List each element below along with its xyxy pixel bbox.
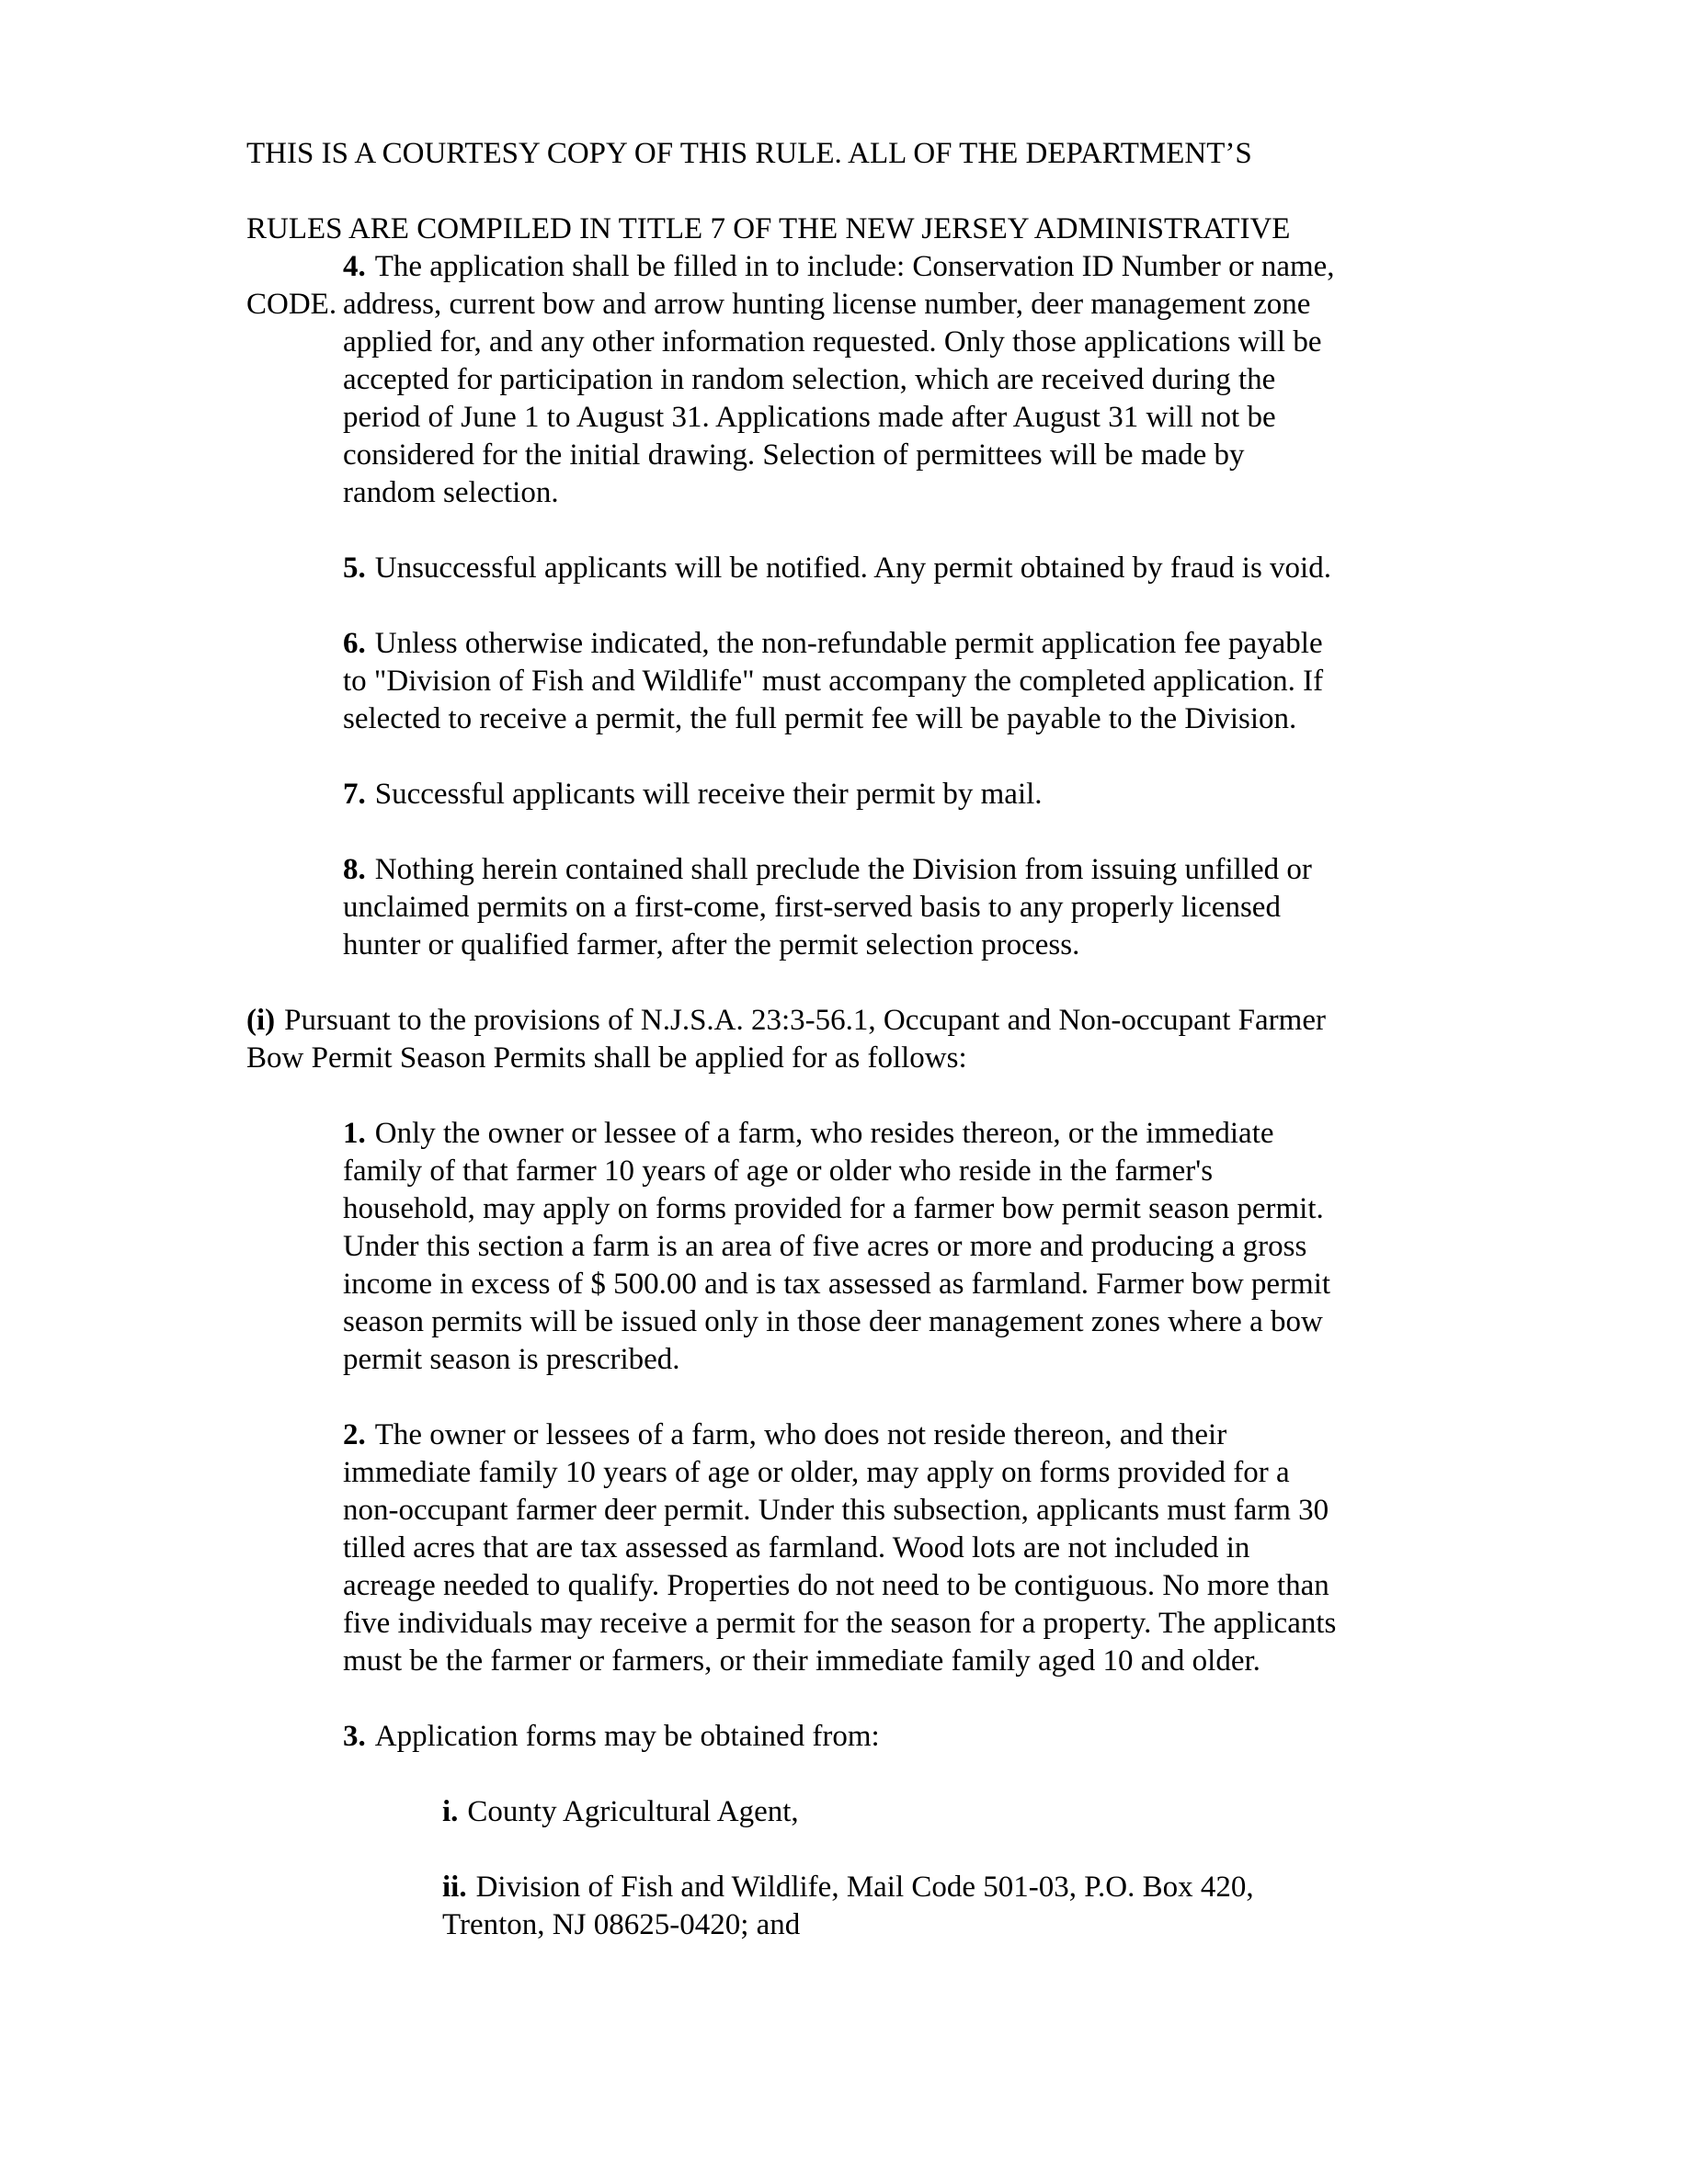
- paragraph-line: applied for, and any other information requested. Only those applications will be: [343, 325, 1322, 358]
- paragraph-number: 2.: [343, 1418, 366, 1451]
- paragraph-number: 3.: [343, 1720, 366, 1753]
- paragraph-number: i.: [442, 1795, 459, 1828]
- paragraph-line: Unsuccessful applicants will be notified. Any permit obtained by fraud is void.: [374, 552, 1331, 585]
- paragraph-number: 1.: [343, 1117, 366, 1150]
- notice-line: CODE.: [246, 288, 337, 321]
- paragraph-line: considered for the initial drawing. Selection of permittees will be made by: [343, 438, 1245, 472]
- paragraph-i-3-ii: [442, 1869, 1454, 1944]
- paragraph-line: permit season is prescribed.: [343, 1343, 680, 1376]
- paragraph-line: The owner or lessees of a farm, who does not reside thereon, and their: [374, 1418, 1227, 1451]
- paragraph-line: Unless otherwise indicated, the non-refundable permit application fee payable: [374, 627, 1323, 660]
- paragraph-line: Under this section a farm is an area of five acres or more and producing a gross: [343, 1230, 1307, 1263]
- paragraph-line: Pursuant to the provisions of N.J.S.A. 23:3-56.1, Occupant and Non-occupant Farmer: [284, 1004, 1326, 1037]
- paragraph-line: immediate family 10 years of age or older, may apply on forms provided for a: [343, 1456, 1290, 1489]
- paragraph-line: non-occupant farmer deer permit. Under this subsection, applicants must farm 30: [343, 1494, 1329, 1527]
- paragraph-line: address, current bow and arrow hunting license number, deer management zone: [343, 288, 1311, 321]
- paragraph-line: accepted for participation in random selection, which are received during the: [343, 363, 1276, 396]
- notice-line: THIS IS A COURTESY COPY OF THIS RULE. ALL OF THE DEPARTMENT’S: [246, 137, 1252, 170]
- paragraph-line: family of that farmer 10 years of age or older who reside in the farmer's: [343, 1155, 1214, 1188]
- paragraph-line: hunter or qualified farmer, after the permit selection process.: [343, 928, 1080, 961]
- subsection-number: (i): [246, 1004, 276, 1037]
- paragraph-i-1: [343, 1115, 1446, 1379]
- paragraph-8: [343, 851, 1446, 964]
- paragraph-line: must be the farmer or farmers, or their immediate family aged 10 and older.: [343, 1644, 1260, 1678]
- paragraph-number: 7.: [343, 778, 366, 811]
- paragraph-i-2: [343, 1416, 1446, 1680]
- paragraph-line: season permits will be issued only in those deer management zones where a bow: [343, 1305, 1323, 1338]
- paragraph-5: [343, 550, 1446, 587]
- paragraph-line: income in excess of $ 500.00 and is tax assessed as farmland. Farmer bow permit: [343, 1268, 1331, 1301]
- paragraph-i-3-i: [442, 1793, 1454, 1831]
- paragraph-4: [343, 248, 1446, 512]
- paragraph-number: 4.: [343, 250, 366, 283]
- paragraph-line: Division of Fish and Wildlife, Mail Code 501-03, P.O. Box 420,: [475, 1871, 1254, 1904]
- paragraph-line: random selection.: [343, 476, 559, 509]
- paragraph-line: selected to receive a permit, the full permit fee will be payable to the Division.: [343, 702, 1297, 735]
- paragraph-line: Successful applicants will receive their permit by mail.: [374, 778, 1043, 811]
- paragraph-number: ii.: [442, 1871, 467, 1904]
- paragraph-line: five individuals may receive a permit for the season for a property. The applicants: [343, 1607, 1337, 1640]
- paragraph-line: Bow Permit Season Permits shall be applied for as follows:: [246, 1041, 967, 1075]
- paragraph-line: unclaimed permits on a first-come, first-served basis to any properly licensed: [343, 891, 1281, 924]
- paragraph-line: period of June 1 to August 31. Applications made after August 31 will not be: [343, 401, 1276, 434]
- paragraph-number: 8.: [343, 853, 366, 886]
- paragraph-i-3: [343, 1718, 1446, 1756]
- notice-line: RULES ARE COMPILED IN TITLE 7 OF THE NEW JERSEY ADMINISTRATIVE: [246, 212, 1291, 245]
- paragraph-line: Trenton, NJ 08625-0420; and: [442, 1908, 801, 1941]
- paragraph-line: Application forms may be obtained from:: [374, 1720, 880, 1753]
- paragraph-line: County Agricultural Agent,: [467, 1795, 799, 1828]
- paragraph-7: [343, 776, 1446, 813]
- paragraph-line: Nothing herein contained shall preclude the Division from issuing unfilled or: [374, 853, 1312, 886]
- paragraph-number: 6.: [343, 627, 366, 660]
- paragraph-6: [343, 625, 1446, 738]
- paragraph-line: acreage needed to qualify. Properties do not need to be contiguous. No more than: [343, 1569, 1329, 1602]
- paragraph-line: tilled acres that are tax assessed as farmland. Wood lots are not included in: [343, 1531, 1250, 1564]
- paragraph-line: household, may apply on forms provided for a farmer bow permit season permit.: [343, 1192, 1324, 1225]
- subsection-i: [246, 1002, 1460, 1077]
- paragraph-line: The application shall be filled in to include: Conservation ID Number or name,: [374, 250, 1335, 283]
- paragraph-number: 5.: [343, 552, 366, 585]
- paragraph-line: to "Division of Fish and Wildlife" must accompany the completed application. If: [343, 665, 1324, 698]
- paragraph-line: Only the owner or lessee of a farm, who resides thereon, or the immediate: [374, 1117, 1274, 1150]
